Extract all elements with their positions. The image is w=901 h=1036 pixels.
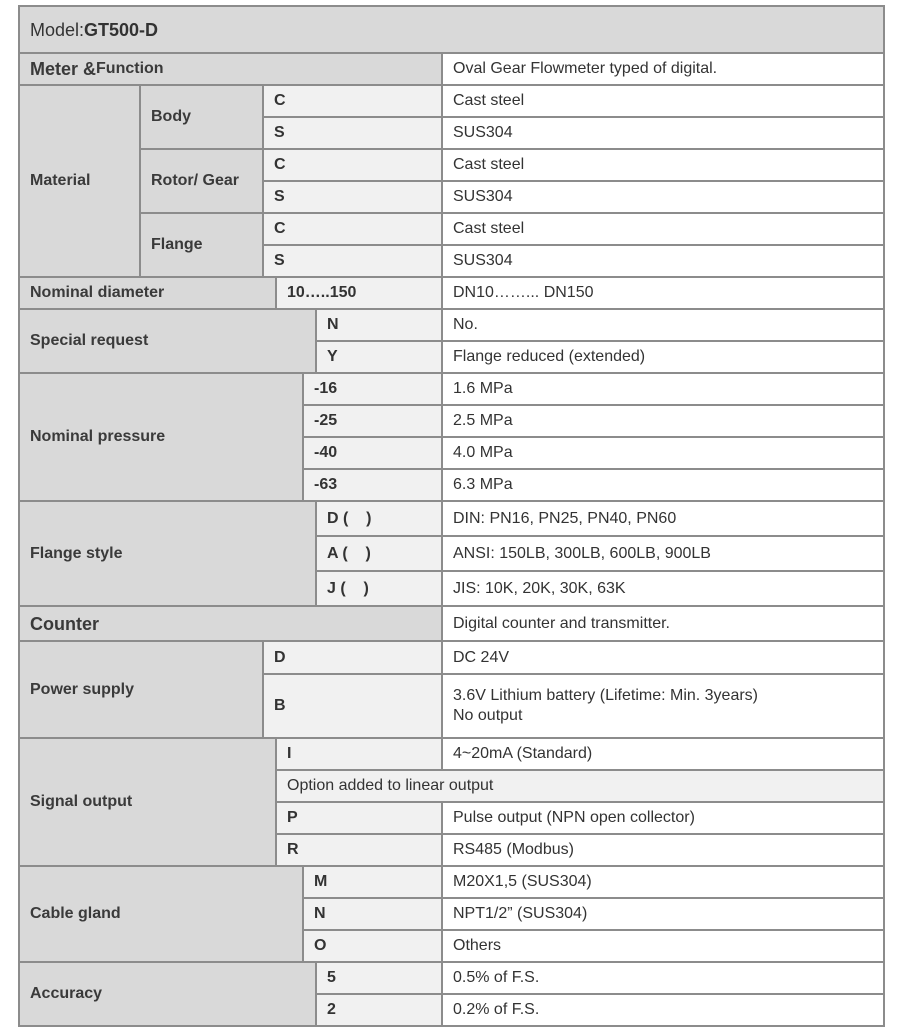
special-request-code-y: Y — [315, 340, 443, 374]
flange-style-code-d: D ( ) — [315, 500, 443, 537]
flange-style-desc-a: ANSI: 150LB, 300LB, 600LB, 900LB — [441, 535, 885, 572]
material-flange-code-s: S — [262, 244, 443, 278]
cable-gland-desc-o: Others — [441, 929, 885, 963]
meter-function-label — [18, 52, 443, 86]
accuracy-code-2: 2 — [315, 993, 443, 1027]
power-supply-label: Power supply — [18, 640, 264, 739]
nominal-diameter-code: 10…..150 — [275, 276, 443, 310]
special-request-desc-n: No. — [441, 308, 885, 342]
counter-label: Counter — [18, 605, 443, 642]
flange-style-code-a: A ( ) — [315, 535, 443, 572]
signal-output-code-r: R — [275, 833, 443, 867]
accuracy-desc-5: 0.5% of F.S. — [441, 961, 885, 995]
nominal-diameter-desc: DN10……... DN150 — [441, 276, 885, 310]
model-code: GT500-D — [84, 19, 159, 40]
signal-output-desc-r: RS485 (Modbus) — [441, 833, 885, 867]
power-supply-desc-b-line2: No output — [453, 707, 523, 724]
flange-style-code-j: J ( ) — [315, 570, 443, 607]
pressure-code-63: -63 — [302, 468, 443, 502]
signal-output-desc-p: Pulse output (NPN open collector) — [441, 801, 885, 835]
special-request-desc-y: Flange reduced (extended) — [441, 340, 885, 374]
material-rotor-label: Rotor/ Gear — [139, 148, 264, 214]
power-supply-desc-d: DC 24V — [441, 640, 885, 675]
material-rotor-desc-c: Cast steel — [441, 148, 885, 182]
cable-gland-desc-n: NPT1/2” (SUS304) — [441, 897, 885, 931]
accuracy-code-5: 5 — [315, 961, 443, 995]
material-rotor-code-c: C — [262, 148, 443, 182]
material-body-code-c: C — [262, 84, 443, 118]
counter-desc: Digital counter and transmitter. — [441, 605, 885, 642]
material-rotor-code-s: S — [262, 180, 443, 214]
cable-gland-code-o: O — [302, 929, 443, 963]
pressure-desc-63: 6.3 MPa — [441, 468, 885, 502]
flange-style-desc-d: DIN: PN16, PN25, PN40, PN60 — [441, 500, 885, 537]
accuracy-label: Accuracy — [18, 961, 317, 1027]
nominal-diameter-label: Nominal diameter — [18, 276, 277, 310]
special-request-label: Special request — [18, 308, 317, 374]
signal-output-option-note: Option added to linear output — [275, 769, 885, 803]
cable-gland-code-m: M — [302, 865, 443, 899]
material-body-desc-s: SUS304 — [441, 116, 885, 150]
meter-label: Meter & — [30, 59, 97, 79]
power-supply-code-b: B — [262, 673, 443, 739]
pressure-desc-25: 2.5 MPa — [441, 404, 885, 438]
pressure-desc-40: 4.0 MPa — [441, 436, 885, 470]
material-flange-label: Flange — [139, 212, 264, 278]
flange-style-label: Flange style — [18, 500, 317, 607]
flange-style-desc-j: JIS: 10K, 20K, 30K, 63K — [441, 570, 885, 607]
accuracy-desc-2: 0.2% of F.S. — [441, 993, 885, 1027]
material-flange-desc-c: Cast steel — [441, 212, 885, 246]
model-title — [18, 5, 885, 54]
power-supply-code-d: D — [262, 640, 443, 675]
material-body-label: Body — [139, 84, 264, 150]
cable-gland-label: Cable gland — [18, 865, 304, 963]
material-rotor-desc-s: SUS304 — [441, 180, 885, 214]
meter-function-desc: Oval Gear Flowmeter typed of digital. — [441, 52, 885, 86]
pressure-code-25: -25 — [302, 404, 443, 438]
special-request-code-n: N — [315, 308, 443, 342]
material-flange-desc-s: SUS304 — [441, 244, 885, 278]
material-label: Material — [18, 84, 141, 278]
material-flange-code-c: C — [262, 212, 443, 246]
material-body-code-s: S — [262, 116, 443, 150]
signal-output-code-i: I — [275, 737, 443, 771]
cable-gland-desc-m: M20X1,5 (SUS304) — [441, 865, 885, 899]
pressure-code-16: -16 — [302, 372, 443, 406]
nominal-pressure-label: Nominal pressure — [18, 372, 304, 502]
power-supply-desc-b — [441, 673, 885, 739]
material-body-desc-c: Cast steel — [441, 84, 885, 118]
power-supply-desc-b-line1: 3.6V Lithium battery (Lifetime: Min. 3years) — [453, 687, 759, 704]
cable-gland-code-n: N — [302, 897, 443, 931]
pressure-desc-16: 1.6 MPa — [441, 372, 885, 406]
function-label: Function — [96, 60, 164, 77]
signal-output-code-p: P — [275, 801, 443, 835]
signal-output-desc-i: 4~20mA (Standard) — [441, 737, 885, 771]
model-label: Model: — [30, 19, 85, 40]
pressure-code-40: -40 — [302, 436, 443, 470]
signal-output-label: Signal output — [18, 737, 277, 867]
